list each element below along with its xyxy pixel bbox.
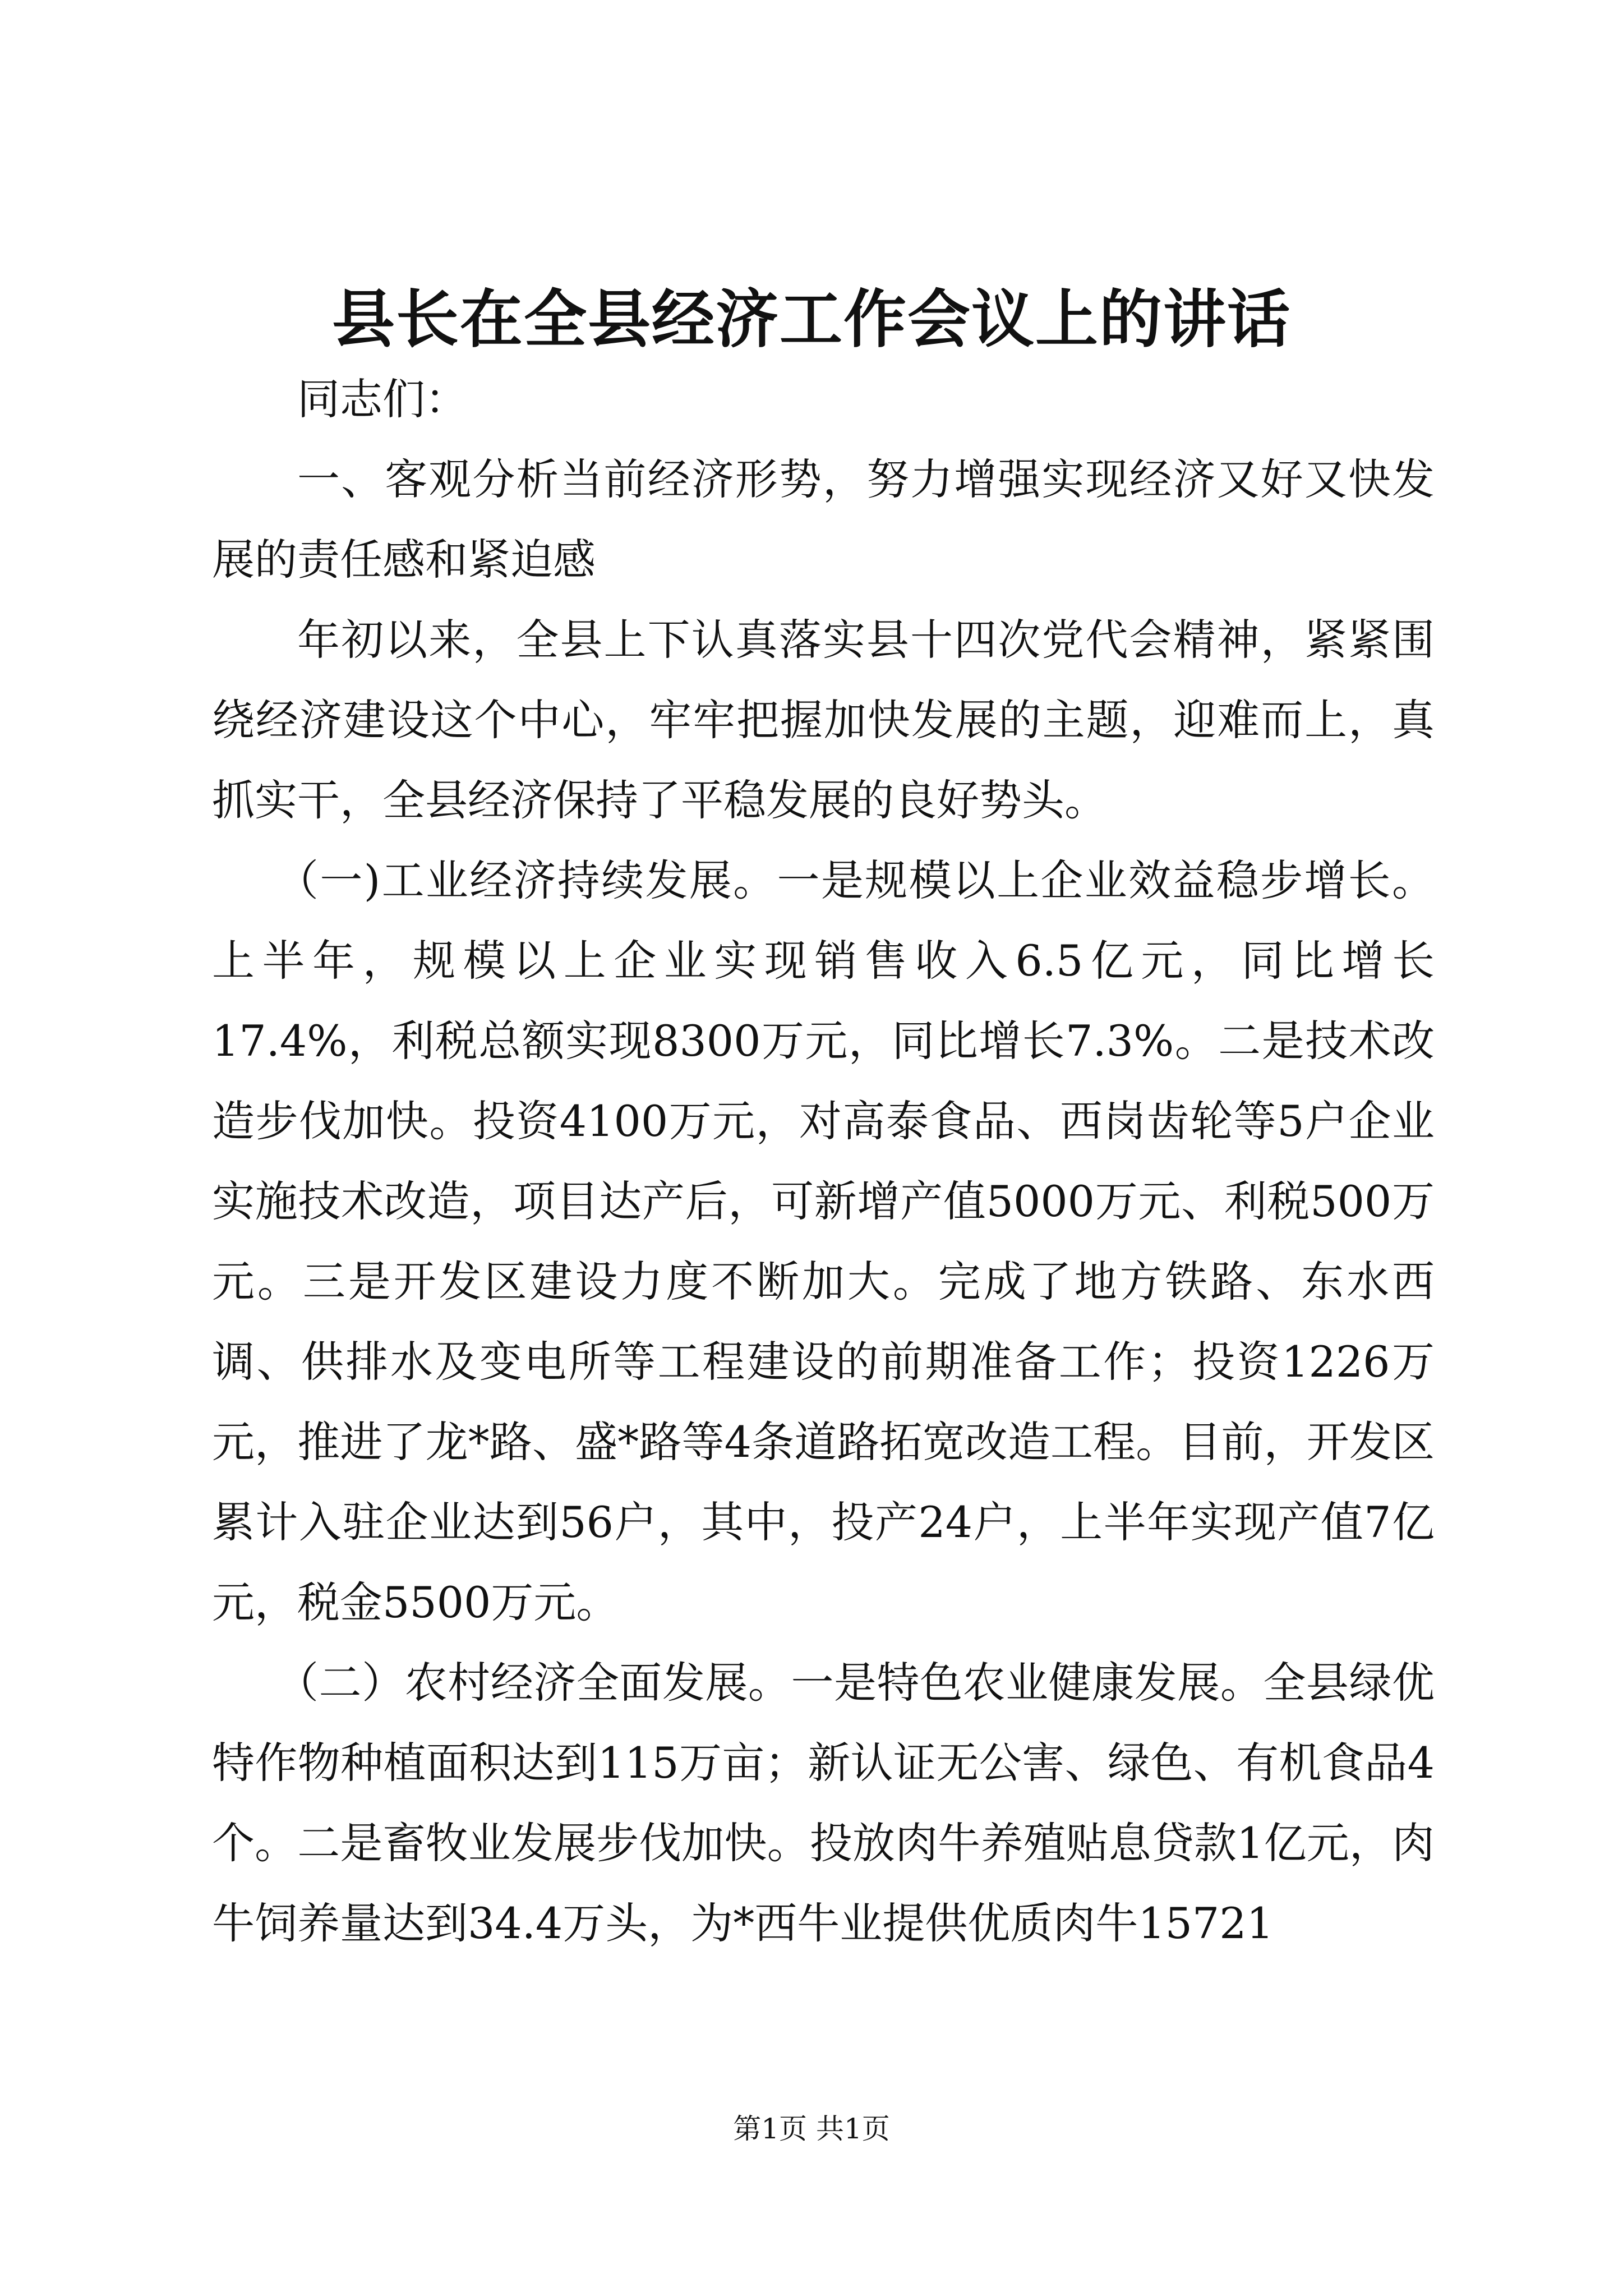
page-footer: 第1页 共1页 [733,2113,890,2145]
paragraph-rural: （二）农村经济全面发展。一是特色农业健康发展。全县绿优特作物种植面积达到115万亩；新认证无公害、绿色、有机食品4个。二是畜牧业发展步伐加快。投放肉牛养殖贴息贷款1亿元，肉牛饲养量达到34.4万头，为*西牛业提供优质肉牛15721 [212,1658,1435,1948]
document-title: 县长在全县经济工作会议上的讲话 [332,283,1291,356]
paragraph-industry: （一)工业经济持续发展。一是规模以上企业效益稳步增长。上半年，规模以上企业实现销售收入6.5亿元，同比增长17.4%，利税总额实现8300万元，同比增长7.3%。二是技术改造步伐加快。投资4100万元，对高泰食品、西岗齿轮等5户企业实施技术改造，项目达产后，可新增产值5000万元、利税500万元。三是开发区建设力度不断加大。完成了地方铁路、东水西调、供排水及变电所等工程建设的前期准备工作；投资1226万元，推进了龙*路、盛*路等4条道路拓宽改造工程。目前，开发区累计入驻企业达到56户，其中，投产24户，上半年实现产值7亿元，税金5500万元。 [212,855,1435,1627]
salutation: 同志们： [297,374,468,424]
section-heading-1: 一、客观分析当前经济形势，努力增强实现经济又好又快发展的责任感和紧迫感 [212,454,1435,585]
document-body [212,359,1435,1963]
paragraph-intro: 年初以来，全县上下认真落实县十四次党代会精神，紧紧围绕经济建设这个中心，牢牢把握加快发展的主题，迎难而上，真抓实干，全县经济保持了平稳发展的良好势头。 [212,615,1435,825]
